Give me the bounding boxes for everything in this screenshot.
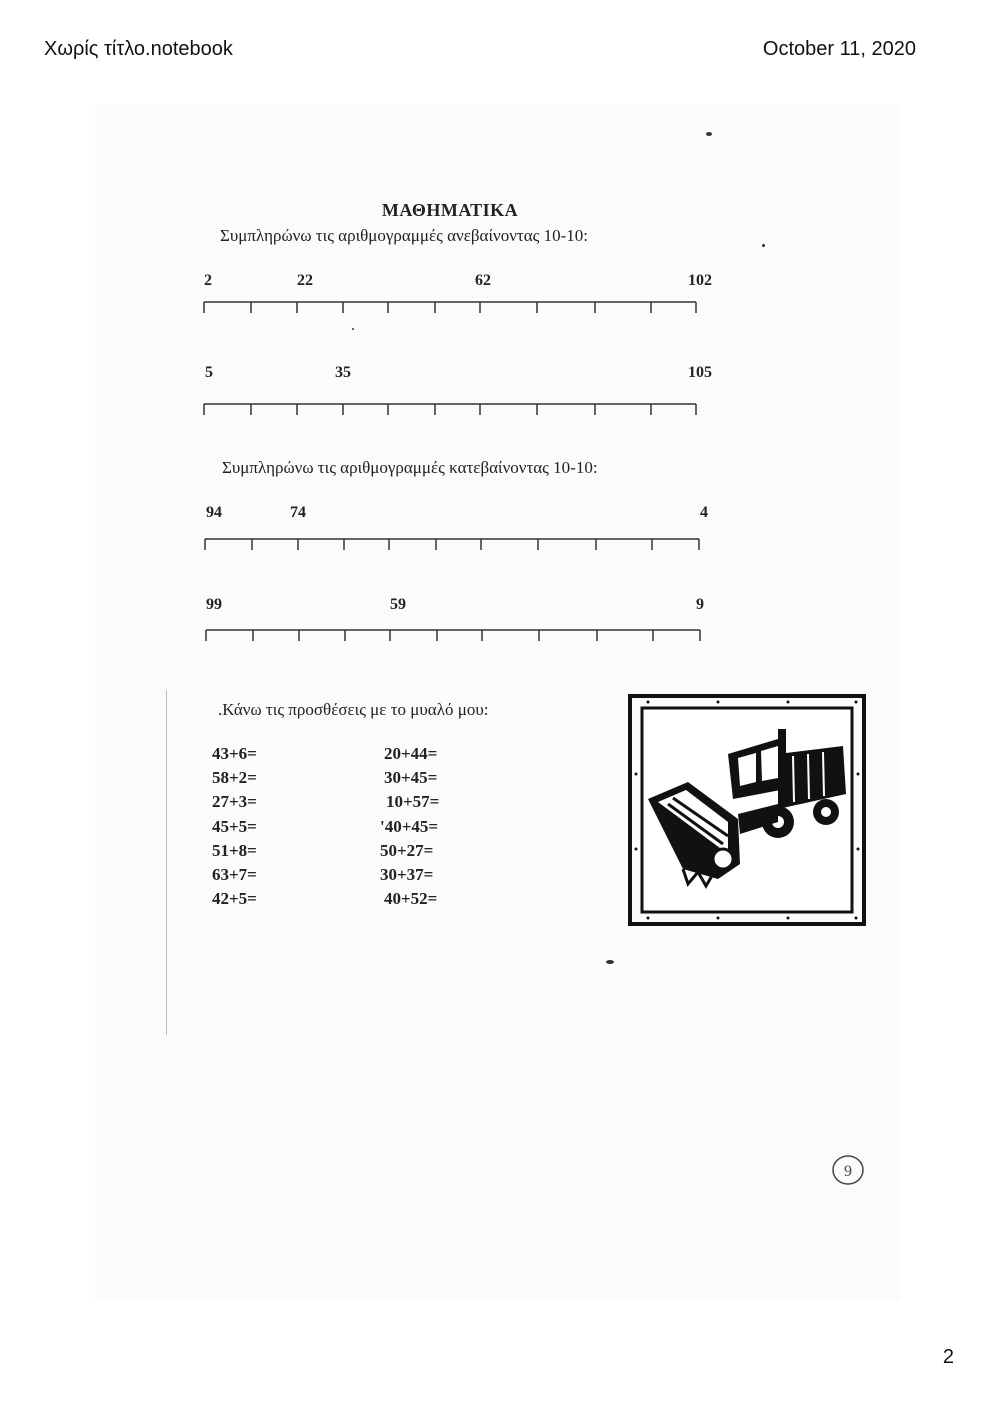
sum-item: 50+27=: [380, 840, 434, 860]
number-line-1-label: 102: [688, 272, 712, 289]
number-line-4-label: 99: [206, 596, 222, 613]
scan-speck: [706, 132, 712, 136]
number-line-2-label: 35: [335, 364, 351, 381]
sum-item: '40+45=: [380, 816, 439, 836]
number-line-1-label: 22: [297, 272, 313, 289]
sum-item: 58+2=: [212, 768, 257, 788]
document-title: Χωρίς τίτλο.notebook: [44, 38, 233, 60]
sum-item: 45+5=: [212, 816, 257, 836]
sum-item: 27+3=: [212, 792, 257, 812]
number-line-1: [200, 298, 704, 318]
number-line-1-label: 62: [475, 272, 491, 289]
sum-item: 43+6=: [212, 744, 257, 763]
number-line-3: [201, 535, 705, 555]
scan-speck: [762, 244, 765, 247]
number-line-4: [202, 626, 706, 646]
instruction-addition: .Κάνω τις προσθέσεις με το μυαλό μου:: [218, 700, 489, 719]
worksheet-title: ΜΑΘΗΜΑΤΙΚΑ: [381, 200, 519, 220]
number-line-3-label: 94: [206, 504, 222, 521]
scan-margin-line: [166, 690, 167, 1035]
instruction-descending: Συμπληρώνω τις αριθμογραμμές κατεβαίνοντας 10-10:: [222, 458, 598, 477]
scan-speck: [606, 960, 614, 964]
page-number-circle: [830, 1152, 866, 1188]
page-number: 2: [942, 1346, 954, 1368]
number-line-4-label: 59: [390, 596, 406, 613]
sum-item: 63+7=: [212, 865, 257, 885]
number-line-3-label: 4: [700, 504, 708, 521]
number-line-2-label: 5: [205, 364, 213, 381]
sum-item: 51+8=: [212, 840, 257, 860]
sums-left-column: [212, 742, 257, 911]
page-circle-number: 9: [844, 1163, 852, 1180]
sum-item: 30+37=: [380, 865, 434, 885]
number-line-2-label: 105: [688, 364, 712, 381]
instruction-ascending: Συμπληρώνω τις αριθμογραμμές ανεβαίνοντας 10-10:: [220, 226, 588, 245]
number-line-2: [200, 400, 704, 420]
sum-item: 40+52=: [384, 889, 438, 909]
sum-item: 42+5=: [212, 889, 257, 909]
sum-item: 10+57=: [386, 792, 440, 812]
sum-item: 20+44=: [384, 744, 438, 763]
scan-speck: [352, 328, 354, 330]
number-line-1-label: 2: [204, 272, 212, 289]
number-line-3-label: 74: [290, 504, 306, 521]
harvester-icon: [628, 694, 866, 926]
number-line-4-label: 9: [696, 596, 704, 613]
sum-item: 30+45=: [384, 768, 438, 788]
sums-right-column: [380, 742, 439, 911]
document-date: October 11, 2020: [762, 38, 916, 60]
